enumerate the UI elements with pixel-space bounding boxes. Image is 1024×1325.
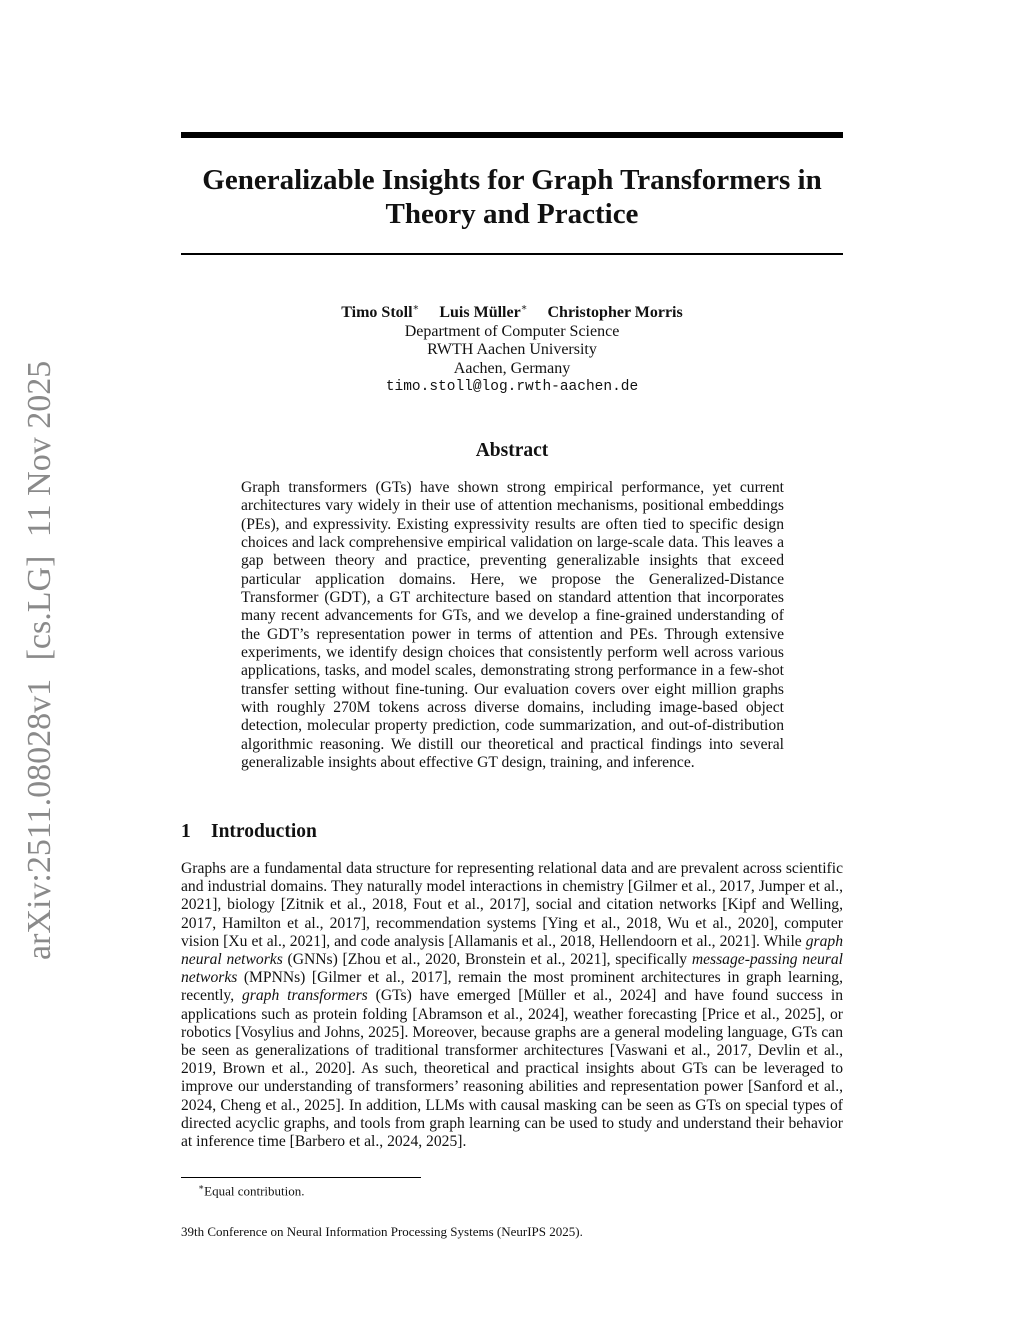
footnote-rule	[181, 1177, 421, 1178]
arxiv-category: [cs.LG]	[21, 555, 58, 661]
title-bottom-rule	[181, 253, 843, 255]
author-names	[181, 300, 843, 323]
title-top-rule	[181, 132, 843, 138]
author-email[interactable]: timo.stoll@log.rwth-aachen.de	[385, 379, 639, 396]
intro-paragraph	[181, 860, 843, 1151]
section-number: 1	[181, 821, 191, 842]
paper-title: Generalizable Insights for Graph Transformers in Theory and Practice	[202, 164, 822, 230]
affiliation-location: Aachen, Germany	[453, 359, 571, 377]
section-heading	[181, 821, 317, 843]
affiliation-department: Department of Computer Science	[404, 322, 620, 340]
term-mpnn: message-passing neural networks	[181, 951, 844, 987]
author-3: Christopher Morris	[547, 304, 683, 322]
section-title: Introduction	[211, 821, 317, 842]
author-2: Luis Müller∗	[439, 303, 528, 322]
arxiv-date: 11 Nov 2025	[21, 360, 58, 538]
affiliation-university: RWTH Aachen University	[427, 341, 597, 359]
intro-text: (MPNNs) [Gilmer et al., 2017], remain the most prominent architectures in graph learning, recently,	[181, 969, 843, 1005]
arxiv-stamp	[18, 360, 62, 960]
intro-text: (GTs) have emerged [Müller et al., 2024] and have found success in applications such as protein folding [Abramson et al., 2024], weather forecasting [Price et al., 2025], or robotics [Vosylius and Johns, 2025]. Moreover, because graphs are a general modeling language, GTs can be seen as generalizations of traditional transformer architectures [Vaswani et al., 2017, Devlin et al., 2019, Brown et al., 2020]. As such, theoretical and practical insights about GTs can be leveraged to improve our understanding of transformers’ reasoning abilities and representation power [Sanford et al., 2024, Cheng et al., 2025]. In addition, LLMs with causal masking can be seen as GTs on special types of directed acyclic graphs, and tools from graph learning can be used to study and understand their behavior at inference time [Barbero et al., 2024, 2025].	[181, 987, 843, 1151]
abstract-text: Graph transformers (GTs) have shown strong empirical performance, yet current architectures vary widely in their use of attention mechanisms, positional embeddings (PEs), and expressivity. Existing expressivity results are often tied to specific design choices and lack comprehensive empirical validation on large-scale data. This leaves a gap between theory and practice, preventing generalizable insights that exceed particular application domains. Here, we propose the Generalized-Distance Transformer (GDT), a GT architecture based on standard attention that incorporates many recent advancements for GTs, and we develop a fine-grained understanding of the GDT’s representation power in terms of attention and PEs. Through extensive experiments, we identify design choices that consistently perform well across various applications, tasks, and model scales, demonstrating strong performance in a few-shot transfer setting without fine-tuning. Our evaluation covers over eight million graphs with roughly 270M tokens across diverse domains, including image-based object detection, molecular property prediction, code summarization, and out-of-distribution algorithmic reasoning. We distill our theoretical and practical findings into several generalizable insights about effective GT design, training, and inference.	[241, 479, 784, 772]
term-gnn: graph neural networks	[181, 932, 843, 969]
arxiv-id: arXiv:2511.08028v1	[21, 678, 58, 960]
footnote: ∗Equal contribution.	[198, 1182, 305, 1199]
author-1: Timo Stoll∗	[341, 303, 420, 322]
intro-text: Graphs are a fundamental data structure for representing relational data and are prevalent across scientific and industrial domains. They naturally model interactions in chemistry [Gilmer et al., 2017, Jumper et al., 2021], biology [Zitnik et al., 2018, Fout et al., 2017], social and citation networks [Kipf and Welling, 2017, Hamilton et al., 2017], recommendation systems [Ying et al., 2018, Wu et al., 2020], computer vision [Xu et al., 2021], and code analysis [Allamanis et al., 2018, Hellendoorn et al., 2021]. While	[181, 860, 843, 950]
abstract-heading: Abstract	[475, 440, 549, 461]
intro-text: (GNNs) [Zhou et al., 2020, Bronstein et al., 2021], specifically	[282, 951, 692, 969]
author-block	[181, 300, 843, 397]
venue-line: 39th Conference on Neural Information Processing Systems (NeurIPS 2025).	[181, 1224, 583, 1239]
term-gt: graph transformers	[242, 987, 368, 1005]
